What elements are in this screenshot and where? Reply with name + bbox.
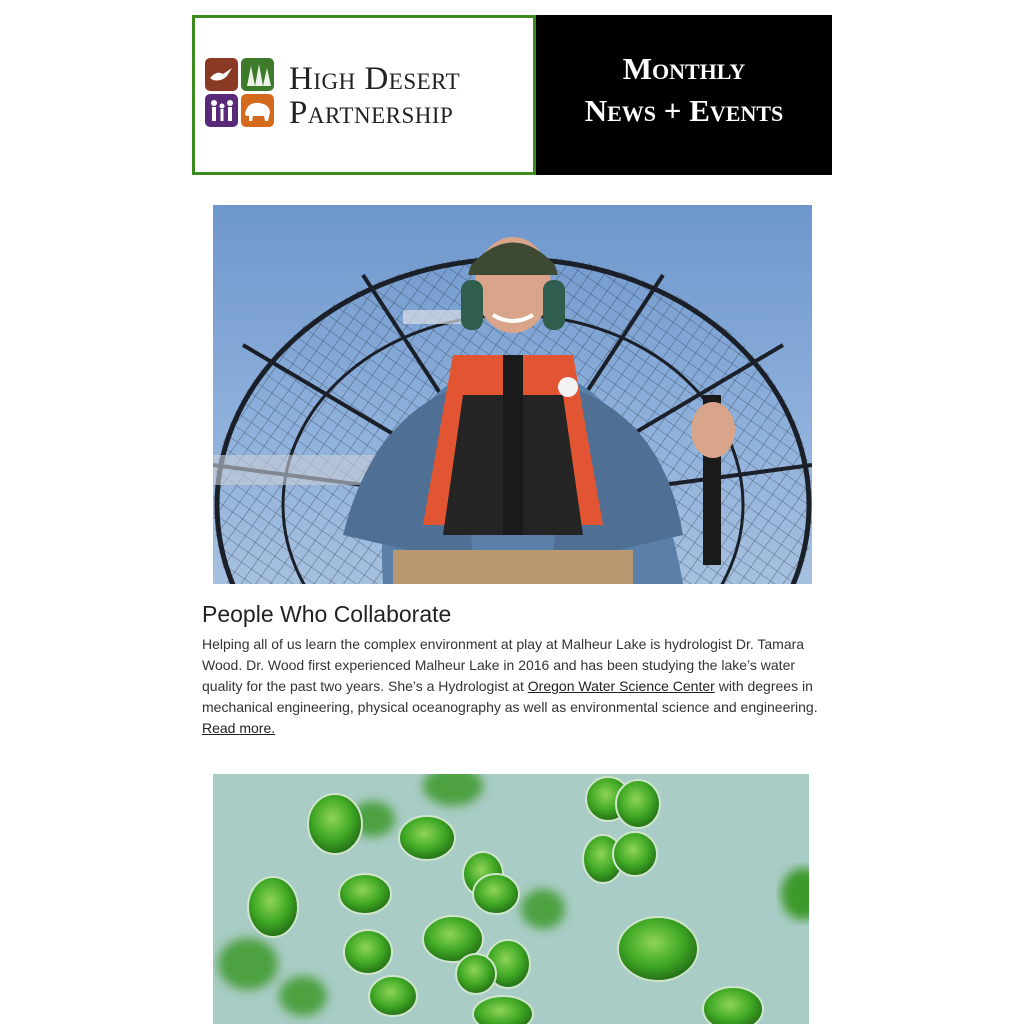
trees-icon: [241, 58, 274, 91]
banner-line1: Monthly: [622, 51, 746, 86]
hydrologist-airboat-photo[interactable]: [213, 205, 812, 584]
article-text-part2: with degrees in mechanical engineering, physical oceanography as well as environmental science and engineering.: [202, 678, 818, 715]
bird-icon: [205, 58, 238, 91]
article-body: [202, 634, 822, 739]
logo-wordmark: [289, 62, 460, 130]
algae-microscope-photo[interactable]: [213, 774, 809, 1024]
article-headline: People Who Collaborate: [202, 601, 452, 627]
logo-line1: High Desert: [289, 61, 461, 97]
logo-line2: Partnership: [289, 95, 454, 131]
logo-icons: [205, 58, 277, 130]
oregon-water-science-center-link[interactable]: Oregon Water Science Center: [527, 678, 715, 694]
banner-line2: News + Events: [584, 93, 784, 128]
logo[interactable]: [192, 15, 536, 175]
family-icon: [205, 94, 238, 127]
newsletter-header: [192, 15, 832, 175]
bison-icon: [241, 94, 274, 127]
article-text-part1: Helping all of us learn the complex environment at play at Malheur Lake is hydrologist Dr. Tamara Wood. Dr. Wood first experienced Malheur Lake in 2016 and has been studying the lake’s water quality for the past two years. She’s a Hydrologist at: [202, 636, 805, 694]
newsletter-banner: [536, 15, 832, 175]
read-more-link[interactable]: Read more.: [202, 720, 276, 736]
